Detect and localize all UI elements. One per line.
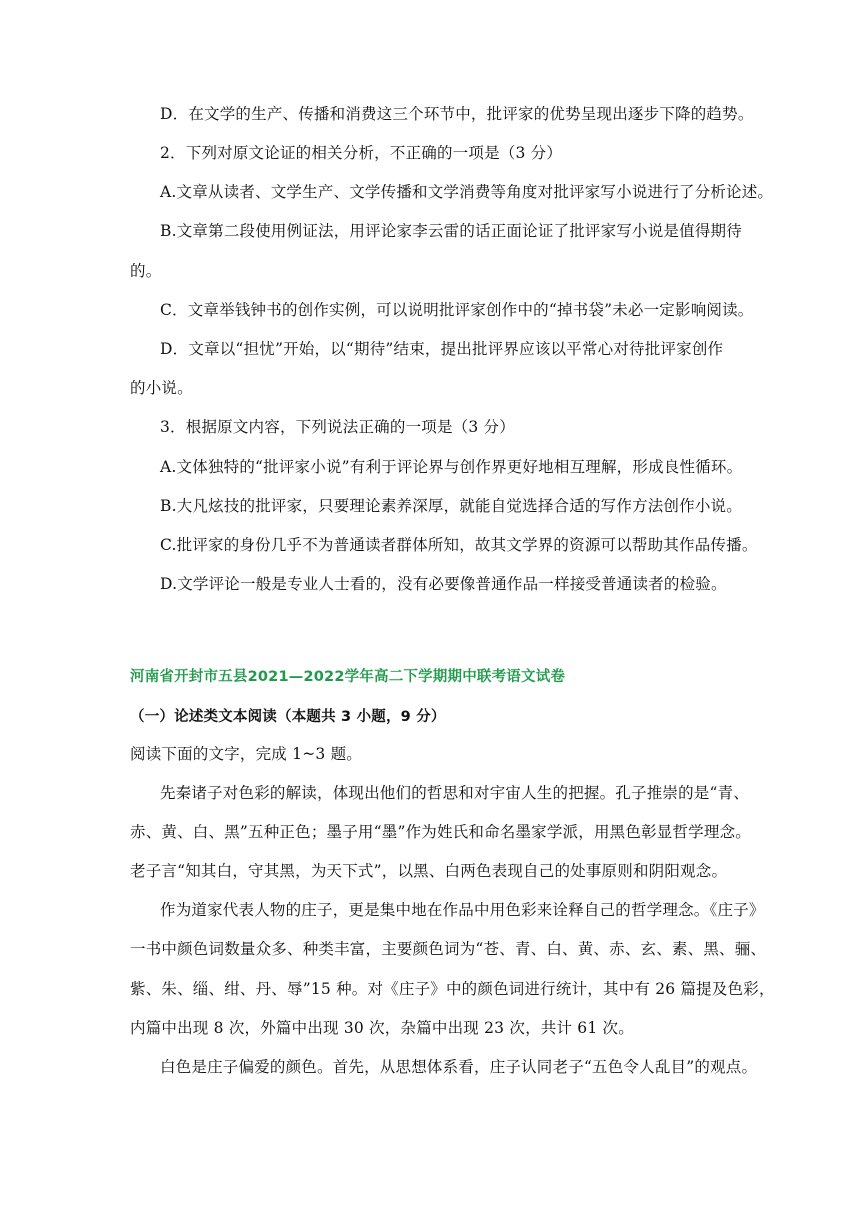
- q1-option-d: D．在文学的生产、传播和消费这三个环节中，批评家的优势呈现出逐步下降的趋势。: [160, 105, 754, 123]
- q2-option-d-line1: D．文章以“担忧”开始，以“期待”结束，提出批评界应该以平常心对待批评家创作: [160, 340, 724, 358]
- passage-p2-line4: 内篇中出现 8 次，外篇中出现 30 次，杂篇中出现 23 次，共计 61 次。: [130, 1019, 634, 1037]
- q3-option-d: D.文学评论一般是专业人士看的，没有必要像普通作品一样接受普通读者的检验。: [160, 575, 727, 593]
- passage-p3-line1: 白色是庄子偏爱的颜色。首先，从思想体系看，庄子认同老子“五色令人乱目”的观点。: [160, 1058, 758, 1076]
- q3-option-b: B.大凡炫技的批评家，只要理论素养深厚，就能自觉选择合适的写作方法创作小说。: [160, 497, 742, 515]
- q2-stem: 2．下列对原文论证的相关分析，不正确的一项是（3 分）: [160, 144, 563, 162]
- q3-option-c: C.批评家的身份几乎不为普通读者群体所知，故其文学界的资源可以帮助其作品传播。: [160, 536, 758, 554]
- q2-option-a: A.文章从读者、文学生产、文学传播和文学消费等角度对批评家写小说进行了分析论述。: [160, 183, 774, 201]
- passage-p2-line3: 紫、朱、缁、绀、丹、辱”15 种。对《庄子》中的颜色词进行统计，其中有 26 篇提及色彩，: [130, 980, 775, 998]
- passage-p1-line3: 老子言“知其白，守其黑，为天下式”，以黑、白两色表现自己的处事原则和阴阳观念。: [130, 862, 728, 880]
- exam-title: 河南省开封市五县2021—2022学年高二下学期期中联考语文试卷: [130, 669, 566, 685]
- section-heading: （一）论述类文本阅读（本题共 3 小题，9 分）: [130, 709, 446, 725]
- q3-stem: 3．根据原文内容，下列说法正确的一项是（3 分）: [160, 418, 515, 436]
- passage-p2-line1: 作为道家代表人物的庄子，更是集中地在作品中用色彩来诠释自己的哲学理念。《庄子》: [160, 901, 765, 919]
- q3-option-a: A.文体独特的“批评家小说”有利于评论界与创作界更好地相互理解，形成良性循环。: [160, 458, 743, 476]
- passage-p1-line2: 赤、黄、白、黑”五种正色；墨子用“墨”作为姓氏和命名墨家学派，用黑色彰显哲学理念。: [130, 823, 751, 841]
- passage-p2-line2: 一书中颜色词数量众多、种类丰富，主要颜色词为“苍、青、白、黄、赤、玄、素、黑、骊、: [130, 940, 767, 958]
- q2-option-b-line1: B.文章第二段使用例证法，用评论家李云雷的话正面论证了批评家写小说是值得期待: [160, 222, 742, 240]
- q2-option-c: C．文章举钱钟书的创作实例，可以说明批评家创作中的“掉书袋”未必一定影响阅读。: [160, 301, 754, 319]
- reading-instruction: 阅读下面的文字，完成 1~3 题。: [130, 745, 362, 763]
- passage-p1-line1: 先秦诸子对色彩的解读，体现出他们的哲思和对宇宙人生的把握。孔子推崇的是“青、: [160, 784, 750, 802]
- q2-option-d-line2: 的小说。: [130, 379, 193, 397]
- q2-option-b-line2: 的。: [130, 262, 162, 280]
